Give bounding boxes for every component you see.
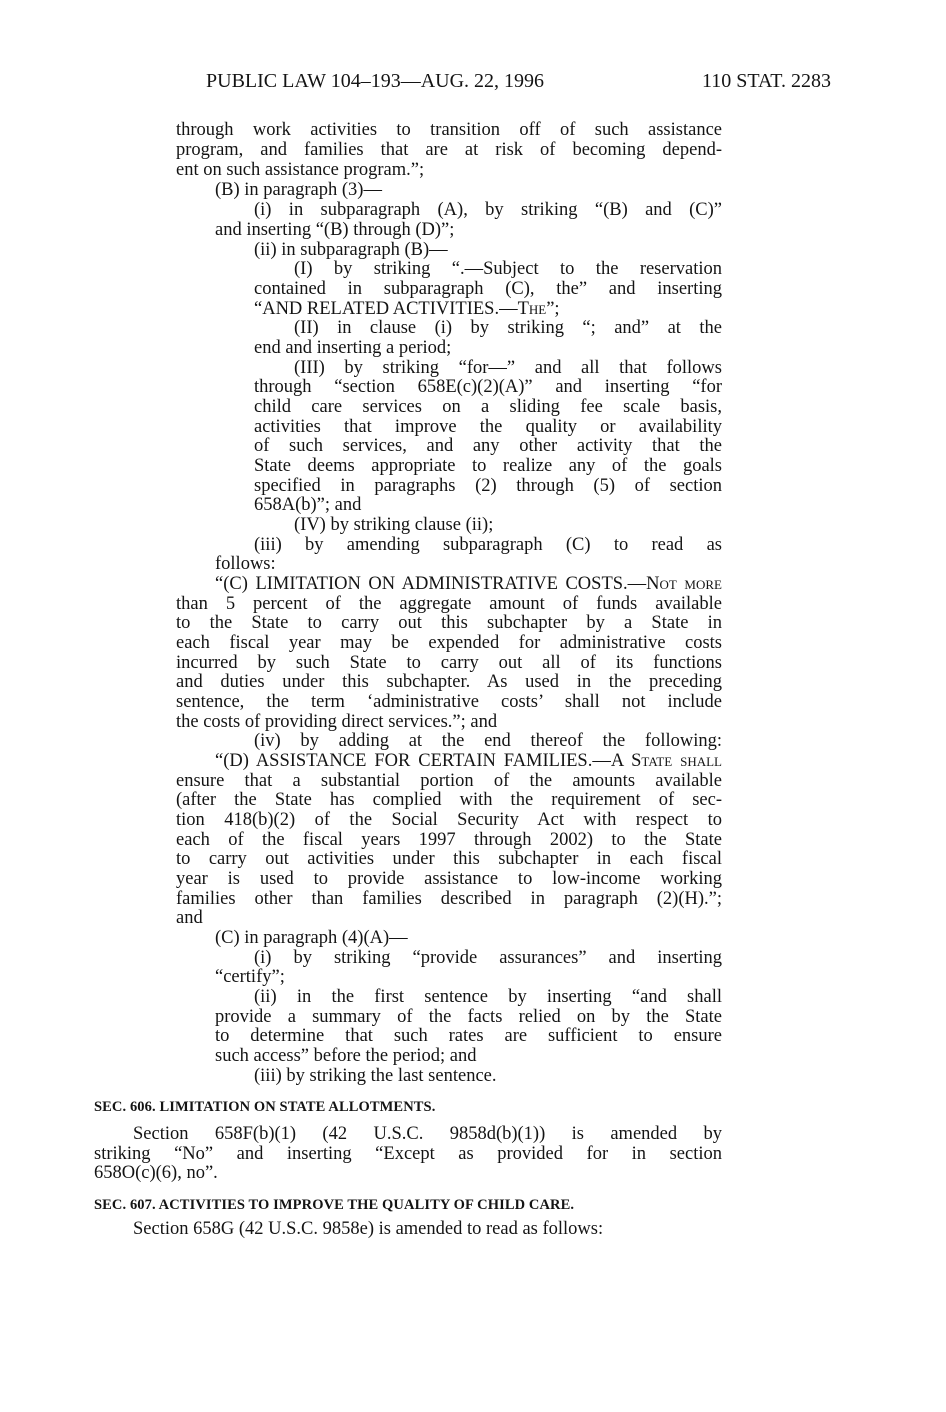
text-line: (ii) in subparagraph (B)— (254, 240, 448, 260)
page-header (0, 70, 946, 102)
text-line: ensure that a substantial portion of the amounts available (176, 771, 722, 791)
text-line: (iv) by adding at the end thereof the following: (254, 731, 722, 751)
text-line: than 5 percent of the aggregate amount of funds available (176, 594, 722, 614)
text-line: and inserting “(B) through (D)”; (215, 220, 455, 240)
header-citation: PUBLIC LAW 104–193—AUG. 22, 1996 (206, 70, 545, 92)
text-line: specified in paragraphs (2) through (5) of section (254, 476, 722, 496)
text-line: sentence, the term ‘administrative costs’ shall not include (176, 692, 722, 712)
text-line: (ii) in the first sentence by inserting “and shall (254, 987, 722, 1007)
text-line: follows: (215, 554, 276, 574)
text-line: to carry out activities under this subchapter in each fiscal (176, 849, 722, 869)
text-line: provide a summary of the facts relied on by the State (215, 1007, 722, 1027)
text-line: (after the State has complied with the requirement of sec- (176, 790, 722, 810)
text-line: (B) in paragraph (3)— (215, 180, 382, 200)
text-line: activities that improve the quality or availability (254, 417, 722, 437)
text-line: (I) by striking “.—Subject to the reservation (294, 259, 722, 279)
text-line: “certify”; (215, 967, 285, 987)
text-line: (IV) by striking clause (ii); (294, 515, 494, 535)
text-line: families other than families described in paragraph (2)(H).”; (176, 889, 722, 909)
text-line: and (176, 908, 203, 928)
text-line: incurred by such State to carry out all of its functions (176, 653, 722, 673)
text-line: striking “No” and inserting “Except as provided for in section (94, 1144, 722, 1164)
text-line: Section 658G (42 U.S.C. 9858e) is amended to read as follows: (133, 1219, 604, 1239)
text-line: the costs of providing direct services.”; and (176, 712, 498, 732)
text-line: (iii) by amending subparagraph (C) to read as (254, 535, 722, 555)
section-heading: SEC. 606. LIMITATION ON STATE ALLOTMENTS. (94, 1099, 436, 1115)
text-line: (i) in subparagraph (A), by striking “(B) and (C)” (254, 200, 722, 220)
text-line: year is used to provide assistance to low-income working (176, 869, 722, 889)
text-line: tion 418(b)(2) of the Social Security Act with respect to (176, 810, 722, 830)
text-line: child care services on a sliding fee scale basis, (254, 397, 722, 417)
text-line: through work activities to transition off of such assistance (176, 120, 722, 140)
text-line: to determine that such rates are sufficient to ensure (215, 1026, 722, 1046)
text-line: State deems appropriate to realize any of the goals (254, 456, 722, 476)
text-line: 658O(c)(6), no”. (94, 1163, 218, 1183)
section-heading: SEC. 607. ACTIVITIES TO IMPROVE THE QUALITY OF CHILD CARE. (94, 1197, 575, 1213)
text-line: “(C) LIMITATION ON ADMINISTRATIVE COSTS.—Not more (215, 574, 722, 594)
text-line: each fiscal year may be expended for administrative costs (176, 633, 722, 653)
text-line: each of the fiscal years 1997 through 2002) to the State (176, 830, 722, 850)
text-line: “(D) ASSISTANCE FOR CERTAIN FAMILIES.—A State shall (215, 751, 722, 771)
text-line: Section 658F(b)(1) (42 U.S.C. 9858d(b)(1)) is amended by (133, 1124, 722, 1144)
text-line: “AND RELATED ACTIVITIES.—The”; (254, 299, 560, 319)
text-line: such access” before the period; and (215, 1046, 477, 1066)
text-line: ent on such assistance program.”; (176, 160, 425, 180)
text-line: (III) by striking “for—” and all that follows (294, 358, 722, 378)
text-line: through “section 658E(c)(2)(A)” and inserting “for (254, 377, 722, 397)
text-line: contained in subparagraph (C), the” and inserting (254, 279, 722, 299)
text-line: 658A(b)”; and (254, 495, 362, 515)
text-line: (C) in paragraph (4)(A)— (215, 928, 408, 948)
text-line: end and inserting a period; (254, 338, 452, 358)
text-line: (iii) by striking the last sentence. (254, 1066, 497, 1086)
text-line: of such services, and any other activity that the (254, 436, 722, 456)
text-line: (i) by striking “provide assurances” and inserting (254, 948, 722, 968)
text-line: to the State to carry out this subchapter by a State in (176, 613, 722, 633)
text-line: and duties under this subchapter. As used in the preceding (176, 672, 722, 692)
header-page-number: 110 STAT. 2283 (702, 70, 831, 92)
text-line: (II) in clause (i) by striking “; and” at the (294, 318, 722, 338)
text-line: program, and families that are at risk of becoming depend- (176, 140, 722, 160)
